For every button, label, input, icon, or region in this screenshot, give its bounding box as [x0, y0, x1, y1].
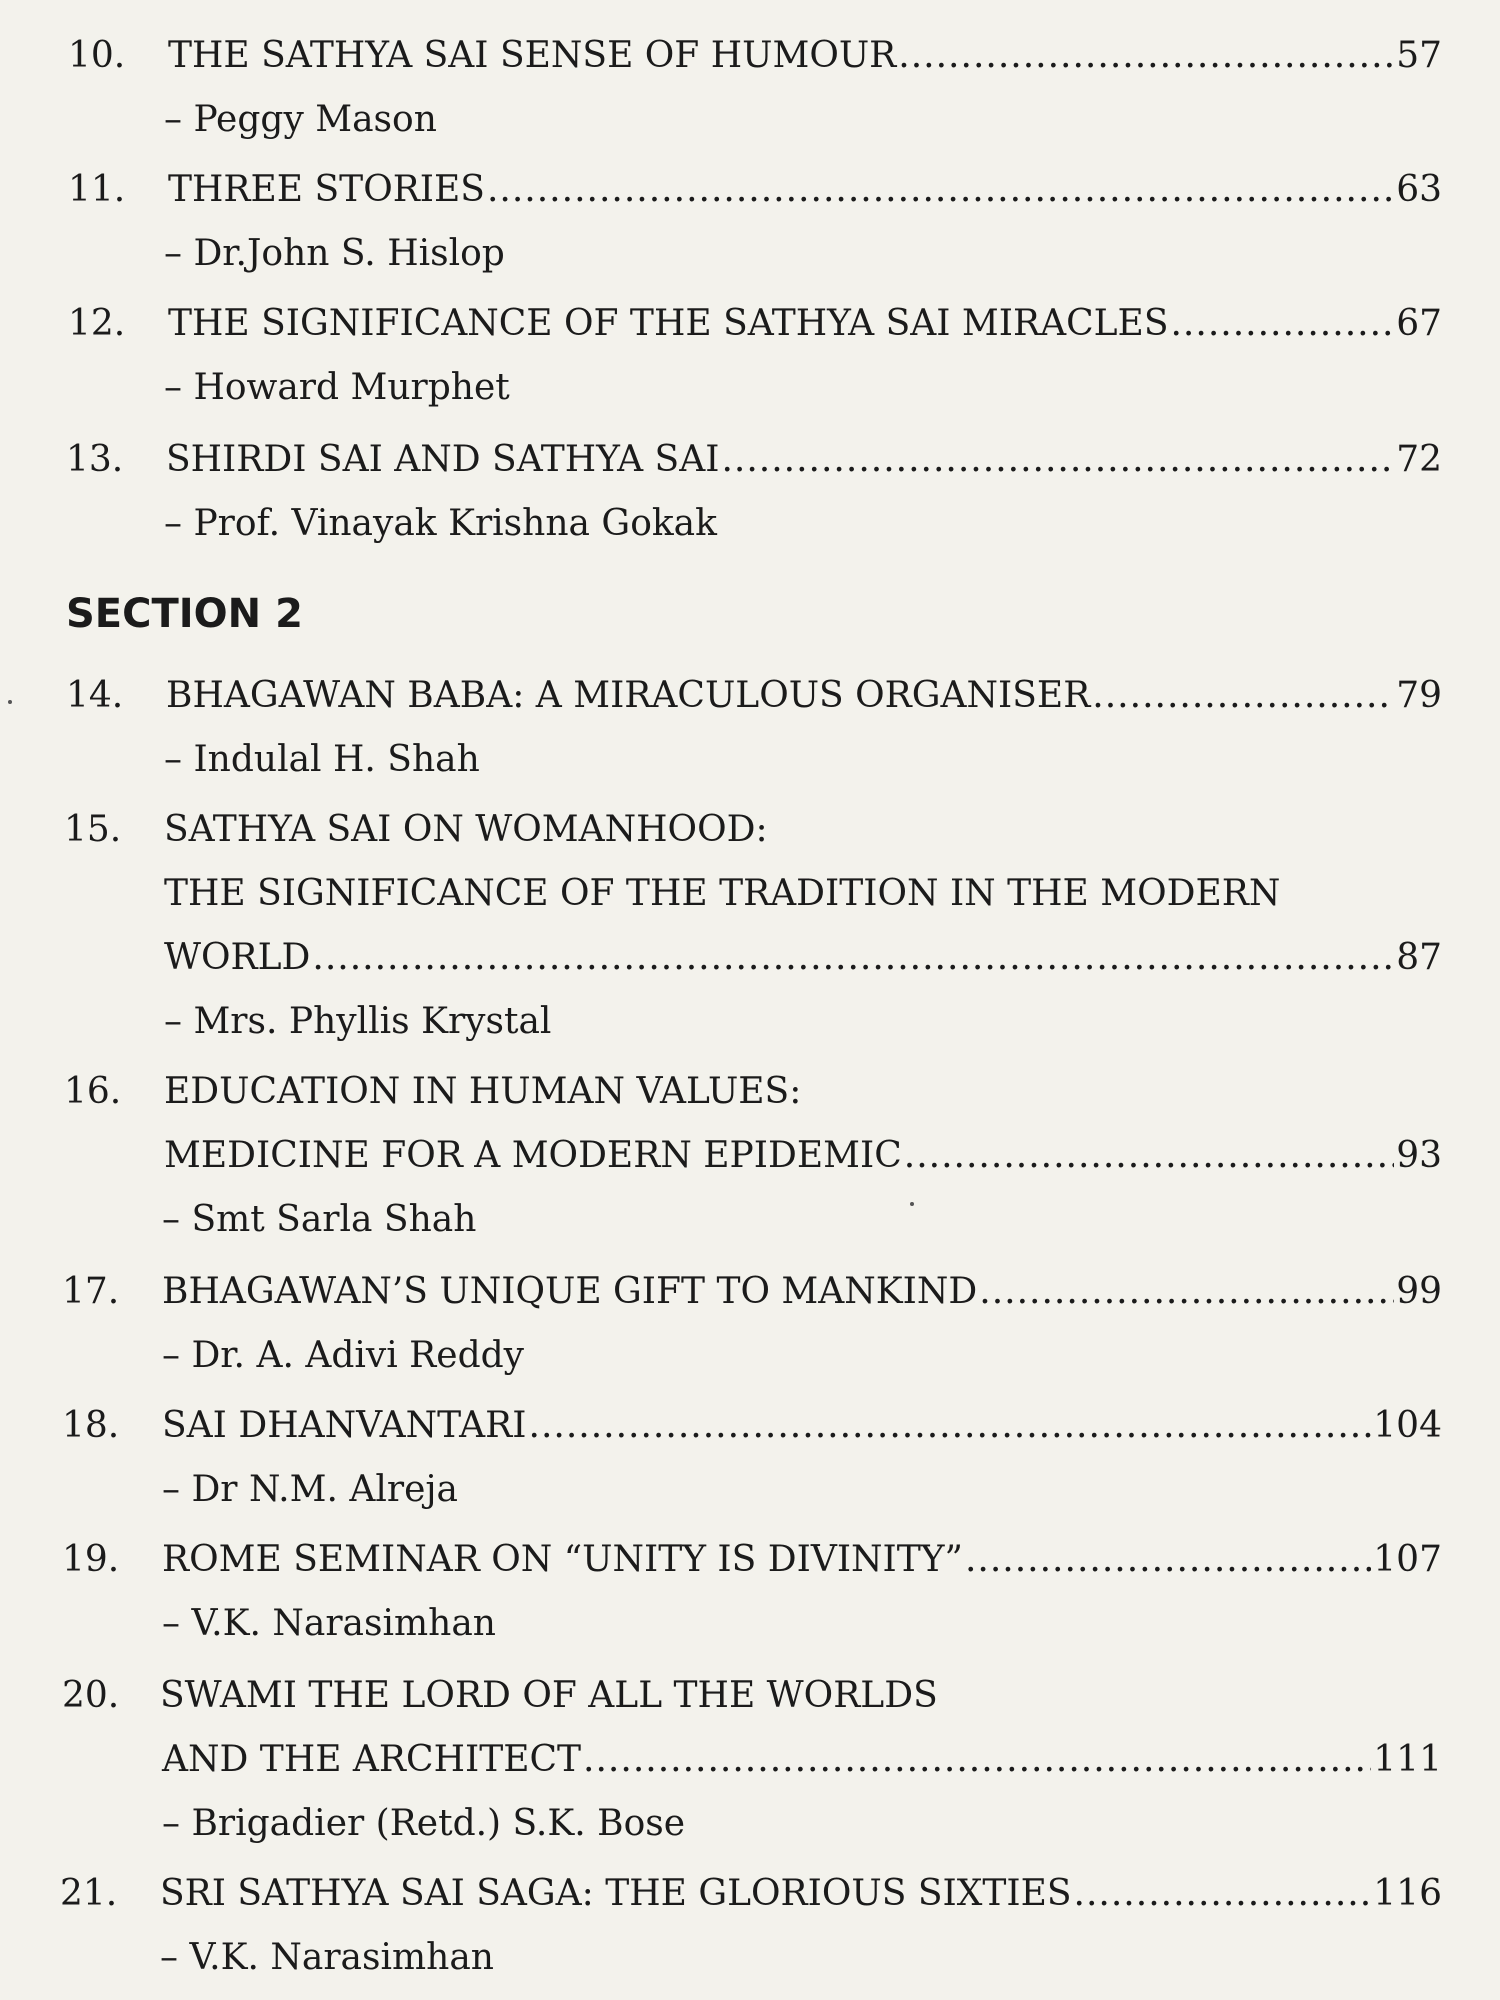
dot-leader — [904, 1124, 1394, 1188]
entry-title-line: SATHYA SAI ON WOMANHOOD: — [164, 809, 768, 850]
entry-title: ROME SEMINAR ON “UNITY IS DIVINITY” — [162, 1539, 963, 1580]
entry-title: BHAGAWAN BABA: A MIRACULOUS ORGANISER — [166, 675, 1091, 716]
entry-title-line: SWAMI THE LORD OF ALL THE WORLDS — [160, 1675, 938, 1716]
entry-author: – Howard Murphet — [164, 367, 510, 408]
entry-number: 19. — [62, 1539, 120, 1580]
entry-title: SAI DHANVANTARI — [162, 1405, 527, 1446]
dot-leader — [979, 1260, 1394, 1324]
entry-title-line: THE SIGNIFICANCE OF THE TRADITION IN THE MODERN — [164, 873, 1281, 914]
dot-leader — [965, 1528, 1371, 1592]
entry-number: 18. — [62, 1405, 120, 1446]
entry-title: SHIRDI SAI AND SATHYA SAI — [166, 439, 720, 480]
entry-number: 15. — [64, 809, 122, 850]
entry-author: – Dr N.M. Alreja — [162, 1469, 458, 1510]
entry-author: – Brigadier (Retd.) S.K. Bose — [162, 1803, 686, 1844]
entry-page-number: 116 — [1373, 1873, 1442, 1914]
entry-page-number: 72 — [1396, 439, 1442, 480]
entry-page-number: 79 — [1396, 675, 1442, 716]
entry-number: 13. — [66, 439, 124, 480]
entry-author: – V.K. Narasimhan — [162, 1603, 496, 1644]
toc-entry — [0, 1862, 1500, 1978]
entry-title: BHAGAWAN’S UNIQUE GIFT TO MANKIND — [162, 1271, 978, 1312]
entry-title: THREE STORIES — [168, 169, 485, 210]
entry-author: – V.K. Narasimhan — [160, 1937, 494, 1978]
entry-author: – Peggy Mason — [164, 99, 437, 140]
entry-number: 12. — [68, 303, 126, 344]
dot-leader — [1074, 1862, 1372, 1926]
entry-author: – Smt Sarla Shah — [162, 1199, 477, 1240]
print-speck — [8, 700, 12, 704]
entry-number: 20. — [62, 1675, 120, 1716]
entry-number: 16. — [64, 1071, 122, 1112]
entry-page-number: 63 — [1396, 169, 1442, 210]
toc-entry — [0, 24, 1500, 140]
entry-number: 11. — [68, 169, 126, 210]
toc-entry — [0, 158, 1500, 274]
toc-entry — [0, 1664, 1500, 1844]
dot-leader — [1092, 664, 1394, 728]
entry-author: – Dr.John S. Hislop — [164, 233, 505, 274]
entry-author: – Indulal H. Shah — [164, 739, 480, 780]
entry-author: – Prof. Vinayak Krishna Gokak — [164, 503, 717, 544]
toc-entry — [0, 1060, 1500, 1240]
entry-page-number: 67 — [1396, 303, 1442, 344]
dot-leader — [529, 1394, 1372, 1458]
entry-page-number: 93 — [1396, 1135, 1442, 1176]
dot-leader — [1170, 292, 1394, 356]
entry-page-number: 104 — [1373, 1405, 1442, 1446]
print-speck — [910, 1202, 914, 1206]
entry-title-line: EDUCATION IN HUMAN VALUES: — [164, 1071, 802, 1112]
dot-leader — [487, 158, 1394, 222]
entry-author: – Dr. A. Adivi Reddy — [162, 1335, 525, 1376]
entry-number: 14. — [66, 675, 124, 716]
entry-title: THE SIGNIFICANCE OF THE SATHYA SAI MIRACLES — [168, 303, 1169, 344]
entry-title-line: AND THE ARCHITECT — [162, 1739, 582, 1780]
entry-page-number: 111 — [1373, 1739, 1442, 1780]
entry-page-number: 57 — [1396, 35, 1442, 76]
toc-entry — [0, 428, 1500, 544]
entry-title: SRI SATHYA SAI SAGA: THE GLORIOUS SIXTIES — [160, 1873, 1072, 1914]
entry-page-number: 99 — [1396, 1271, 1442, 1312]
entry-number: 17. — [62, 1271, 120, 1312]
section-heading: SECTION 2 — [66, 591, 303, 637]
entry-page-number: 87 — [1396, 937, 1442, 978]
dot-leader — [721, 428, 1394, 492]
entry-author: – Mrs. Phyllis Krystal — [164, 1001, 552, 1042]
entry-title-line: WORLD — [164, 937, 311, 978]
entry-page-number: 107 — [1373, 1539, 1442, 1580]
toc-entry — [0, 1394, 1500, 1510]
toc-entry — [0, 1528, 1500, 1644]
toc-entry — [0, 292, 1500, 408]
toc-entry — [0, 798, 1500, 1042]
toc-entry — [0, 1260, 1500, 1376]
entry-number: 21. — [60, 1873, 118, 1914]
dot-leader — [898, 24, 1394, 88]
dot-leader — [312, 926, 1394, 990]
entry-title: THE SATHYA SAI SENSE OF HUMOUR — [168, 35, 897, 76]
dot-leader — [583, 1728, 1371, 1792]
entry-number: 10. — [68, 35, 126, 76]
entry-title-line: MEDICINE FOR A MODERN EPIDEMIC — [164, 1135, 902, 1176]
toc-entry — [0, 664, 1500, 780]
